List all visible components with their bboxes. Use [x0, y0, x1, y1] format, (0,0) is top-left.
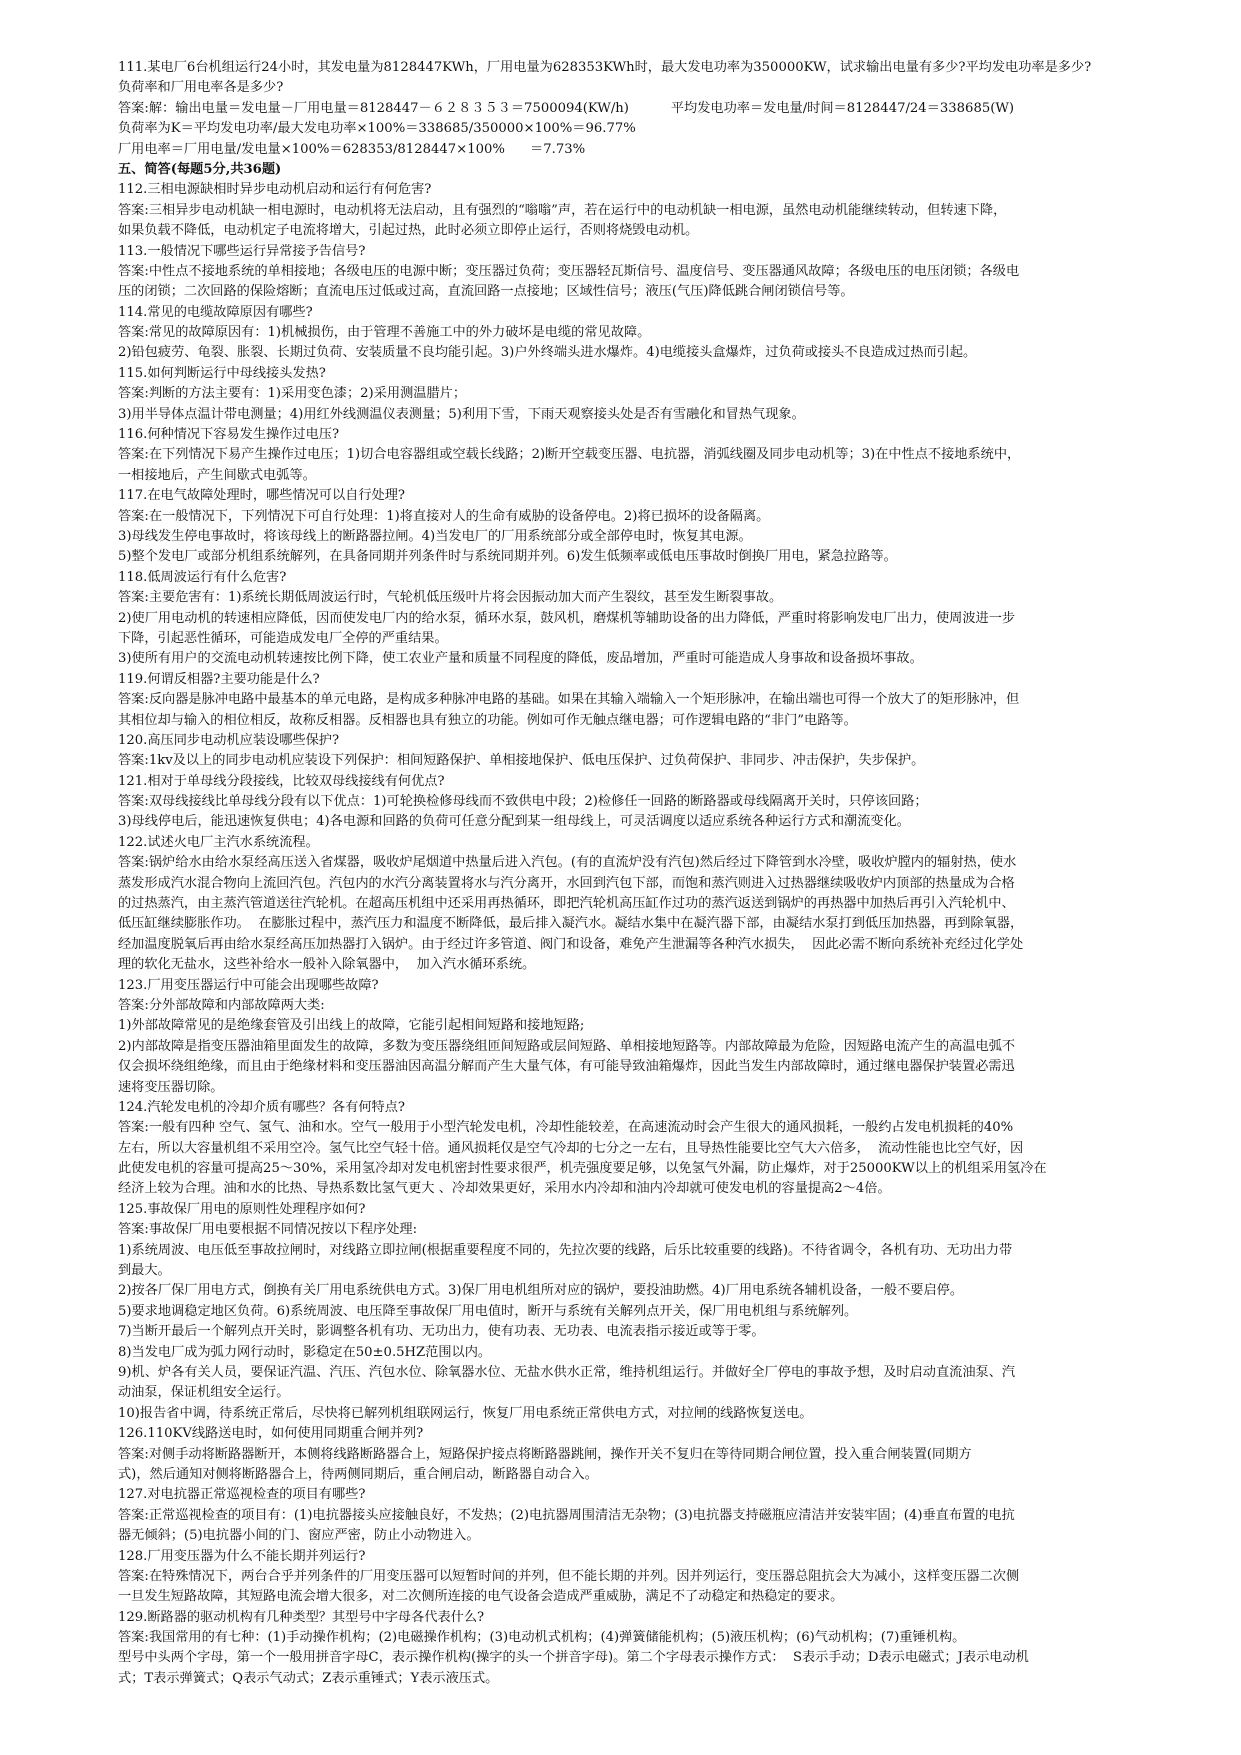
- document-page: [118, 58, 1178, 1689]
- text-line: 124.汽轮发电机的冷却介质有哪些？各有何特点?: [118, 1099, 405, 1115]
- text-line: 答案:解：输出电量＝发电量－厂用电量＝8128447－６２８３５３＝7500094(KW/h) 平均发电功率＝发电量/时间＝8128447/24＝338685(W): [118, 100, 1015, 116]
- section-heading: 五、简答(每题5分,共36题): [118, 161, 282, 177]
- text-line: 114.常见的电缆故障原因有哪些?: [118, 304, 313, 320]
- text-line: 答案:1kv及以上的同步电动机应装设下列保护：相间短路保护、单相接地保护、低电压保护、过负荷保护、非同步、冲击保护，失步保护。: [118, 753, 925, 769]
- text-line: 5)整个发电厂或部分机组系统解列，在具备同期并列条件时与系统同期并列。6)发生低频率或低电压事故时倒换厂用电，紧急拉路等。: [118, 549, 897, 565]
- text-line: 的过热蒸汽，由主蒸汽管道送往汽轮机。在超高压机组中还采用再热循环，即把汽轮机高压缸作过功的蒸汽返送到锅炉的再热器中加热后再引入汽轮机中、: [118, 896, 1015, 912]
- text-line: 答案:三相异步电动机缺一相电源时，电动机将无法启动，且有强烈的“嗡嗡”声，若在运行中的电动机缺一相电源，虽然电动机能继续转动，但转速下降，: [118, 202, 1007, 218]
- text-line: 速将变压器切除。: [118, 1079, 224, 1095]
- text-line: 129.断路器的驱动机构有几种类型？其型号中字母各代表什么?: [118, 1609, 485, 1625]
- text-line: 一相接地后，产生间歇式电弧等。: [118, 467, 316, 483]
- text-line: 厂用电率＝厂用电量/发电量×100%＝628353/8128447×100% ＝7.73%: [118, 141, 586, 157]
- text-line: 此使发电机的容量可提高25～30%，采用氢冷却对发电机密封性要求很严，机壳强度要足够，以免氢气外漏，防止爆炸，对于25000KW以上的机组采用氢冷在: [118, 1161, 1047, 1177]
- text-line: 器无倾斜；(5)电抗器小间的门、窗应严密，防止小动物进入。: [118, 1528, 480, 1544]
- text-line: 答案:对侧手动将断路器断开，本侧将线路断路器合上，短路保护接点将断路器跳闸，操作开关不复归在等待同期合闸位置，投入重合闸装置(同期方: [118, 1446, 972, 1462]
- text-line: 答案:事故保厂用电要根据不同情况按以下程序处理:: [118, 1222, 418, 1238]
- text-line: 118.低周波运行有什么危害?: [118, 569, 287, 585]
- text-line: 负荷率为K＝平均发电功率/最大发电功率×100%＝338685/350000×100%＝96.77%: [118, 121, 636, 137]
- text-line: 5)要求地调稳定地区负荷。6)系统周波、电压降至事故保厂用电值时，断开与系统有关解列点开关，保厂用电机组与系统解列。: [118, 1303, 858, 1319]
- text-line: 121.相对于单母线分段接线，比较双母线接线有何优点?: [118, 773, 445, 789]
- text-line: 111.某电厂6台机组运行24小时，其发电量为8128447KWh，厂用电量为628353KWh时，最大发电功率为350000KW，试求输出电量有多少?平均发电功率是多少?: [118, 60, 1092, 75]
- text-line: 120.高压同步电动机应装设哪些保护?: [118, 732, 340, 748]
- text-line: 112.三相电源缺相时异步电动机启动和运行有何危害?: [118, 182, 432, 198]
- text-line: 经加温度脱氧后再由给水泵经高压加热器打入锅炉。由于经过许多管道、阀门和设备，难免产生泄漏等各种汽水损失， 因此必需不断向系统补充经过化学处: [118, 936, 1024, 952]
- text-line: 答案:锅炉给水由给水泵经高压送入省煤器，吸收炉尾烟道中热量后进入汽包。(有的直流炉没有汽包)然后经过下降管到水冷壁，吸收炉膛内的辐射热，使水: [118, 855, 1017, 871]
- text-line: 2)内部故障是指变压器油箱里面发生的故障，多数为变压器绕组匝间短路或层间短路、单相接地短路等。内部故障最为危险，因短路电流产生的高温电弧不: [118, 1038, 1016, 1054]
- text-line: 理的软化无盐水，这些补给水一般补入除氧器中， 加入汽水循环系统。: [118, 957, 536, 973]
- text-line: 116.何种情况下容易发生操作过电压?: [118, 427, 340, 443]
- text-line: 低压缸继续膨胀作功。 在膨胀过程中，蒸汽压力和温度不断降低，最后排入凝汽水。凝结水集中在凝汽器下部，由凝结水泵打到低压加热器，再到除氧器，: [118, 916, 1024, 932]
- text-line: 式；T表示弹簧式；Q表示气动式；Z表示重锤式；Y表示液压式。: [118, 1670, 499, 1686]
- text-line: 压的闭锁；二次回路的保险熔断；直流电压过低或过高，直流回路一点接地；区域性信号；液压(气压)降低跳合闸闭锁信号等。: [118, 284, 854, 300]
- text-line: 8)当发电厂成为弧力网行动时，影稳定在50±0.5HZ范围以内。: [118, 1344, 492, 1360]
- text-line: 123.厂用变压器运行中可能会出现哪些故障?: [118, 977, 379, 993]
- text-line: 119.何谓反相器?主要功能是什么?: [118, 671, 320, 687]
- text-line: 10)报告省中调，待系统正常后，尽快将已解列机组联网运行，恢复厂用电系统正常供电方式，对拉闸的线路恢复送电。: [118, 1405, 813, 1421]
- text-line: 122.试述火电厂主汽水系统流程。: [118, 834, 319, 850]
- text-line: 答案:主要危害有：1)系统长期低周波运行时，气轮机低压级叶片将会因振动加大而产生裂纹，甚至发生断裂事故。: [118, 590, 783, 606]
- text-line: 下降，引起恶性循环，可能造成发电厂全停的严重结果。: [118, 630, 448, 646]
- text-line: 型号中头两个字母，第一个一般用拼音字母C，表示操作机构(操字的头一个拼音字母)。第二个字母表示操作方式： S表示手动；D表示电磁式；J表示电动机: [118, 1650, 1029, 1666]
- text-line: 答案:在特殊情况下，两台合乎并列条件的厂用变压器可以短暂时间的并列，但不能长期的并列。因并列运行，变压器总阻抗会大为减小，这样变压器二次侧: [118, 1568, 1020, 1584]
- text-line: 式)，然后通知对侧将断路器合上，待两侧同期后，重合闸启动，断路器自动合入。: [118, 1466, 598, 1482]
- text-line: 一旦发生短路故障，其短路电流会增大很多，对二次侧所连接的电气设备会造成严重威胁，满足不了动稳定和热稳定的要求。: [118, 1589, 844, 1605]
- text-line: 117.在电气故障处理时，哪些情况可以自行处理?: [118, 488, 405, 504]
- text-line: 答案:常见的故障原因有：1)机械损伤，由于管理不善施工中的外力破坏是电缆的常见故障。: [118, 325, 651, 341]
- text-line: 125.事故保厂用电的原则性处理程序如何?: [118, 1201, 366, 1217]
- text-line: 答案:在下列情况下易产生操作过电压；1)切合电容器组或空载长线路；2)断开空载变压器、电抗器，消弧线圈及同步电动机等；3)在中性点不接地系统中，: [118, 447, 1021, 463]
- text-line: 1)外部故障常见的是绝缘套管及引出线上的故障，它能引起相间短路和接地短路;: [118, 1018, 585, 1034]
- text-line: 3)母线停电后，能迅速恢复供电；4)各电源和回路的负荷可任意分配到某一组母线上，可灵活调度以适应系统各种运行方式和潮流变化。: [118, 814, 910, 830]
- text-line: 2)使厂用电动机的转速相应降低，因而使发电厂内的给水泵，循环水泵，鼓风机，磨煤机等辅助设备的出力降低，严重时将影响发电厂出力，使周波进一步: [118, 610, 1016, 626]
- text-line: 经济上较为合理。油和水的比热、导热系数比氢气更大 、冷却效果更好，采用水内冷却和油内冷却就可使发电机的容量提高2～4倍。: [118, 1181, 891, 1197]
- text-line: 128.厂用变压器为什么不能长期并列运行?: [118, 1548, 366, 1564]
- text-line: 答案:我国常用的有七种：(1)手动操作机构；(2)电磁操作机构；(3)电动机式机构；(4)弹簧储能机构；(5)液压机构；(6)气动机构；(7)重锤机构。: [118, 1630, 966, 1646]
- text-line: 7)当断开最后一个解列点开关时，影调整各机有功、无功出力，使有功表、无功表、电流表指示接近或等于零。: [118, 1324, 765, 1340]
- text-line: 答案:在一般情况下，下列情况下可自行处理：1)将直接对人的生命有威胁的设备停电。2)将已损坏的设备隔离。: [118, 508, 770, 524]
- text-line: 答案:中性点不接地系统的单相接地；各级电压的电源中断；变压器过负荷；变压器轻瓦斯信号、温度信号、变压器通风故障；各级电压的电压闭锁；各级电: [118, 263, 1020, 279]
- text-line: 答案:判断的方法主要有：1)采用变色漆；2)采用测温腊片；: [118, 386, 467, 402]
- text-line: 2)按各厂保厂用电方式，倒换有关厂用电系统供电方式。3)保厂用电机组所对应的锅炉，要投油助燃。4)厂用电系统各辅机设备，一般不要启停。: [118, 1283, 964, 1299]
- text-line: 蒸发形成汽水混合物向上流回汽包。汽包内的水汽分离装置将水与汽分离开，水回到汽包下部，而饱和蒸汽则进入过热器继续吸收炉内顶部的热量成为合格: [118, 875, 1015, 891]
- text-line: 动油泵，保证机组安全运行。: [118, 1385, 290, 1401]
- text-line: 负荷率和厂用电率各是多少?: [118, 80, 284, 96]
- text-line: 答案:正常巡视检查的项目有：(1)电抗器接头应接触良好，不发热；(2)电抗器周围清洁无杂物；(3)电抗器支持磁瓶应清洁并安装牢固；(4)垂直布置的电抗: [118, 1507, 1015, 1523]
- text-line: 113.一般情况下哪些运行异常接予告信号?: [118, 243, 366, 259]
- text-line: 127.对电抗器正常巡视检查的项目有哪些?: [118, 1487, 366, 1503]
- text-line: 答案:反向器是脉冲电路中最基本的单元电路，是构成多种脉冲电路的基础。如果在其输入端输入一个矩形脉冲，在输出端也可得一个放大了的矩形脉冲，但: [118, 692, 1020, 708]
- text-line: 1)系统周波、电压低至事故拉闸时，对线路立即拉闸(根据重要程度不同的，先拉次要的线路，后乐比较重要的线路)。不待省调令，各机有功、无功出力带: [118, 1242, 1013, 1258]
- text-line: 其相位却与输入的相位相反，故称反相器。反相器也具有独立的功能。例如可作无触点继电器；可作逻辑电路的“非门”电路等。: [118, 712, 857, 728]
- text-line: 如果负载不降低，电动机定子电流将增大，引起过热，此时必须立即停止运行，否则将烧毁电动机。: [118, 223, 699, 239]
- text-line: 3)用半导体点温计带电测量；4)用红外线测温仪表测量；5)利用下雪，下雨天观察接头处是否有雪融化和冒热气现象。: [118, 406, 805, 422]
- text-line: 2)铅包疲劳、龟裂、胀裂、长期过负荷、安装质量不良均能引起。3)户外终端头进水爆炸。4)电缆接头盒爆炸，过负荷或接头不良造成过热而引起。: [118, 345, 977, 361]
- text-line: 答案:双母线接线比单母线分段有以下优点：1)可轮换检修母线而不致供电中段；2)检修任一回路的断路器或母线隔离开关时，只停该回路；: [118, 794, 928, 810]
- text-line: 3)母线发生停电事故时，将该母线上的断路器拉闸。4)当发电厂的厂用系统部分或全部停电时，恢复其电源。: [118, 528, 752, 544]
- text-line: 左右，所以大容量机组不采用空冷。氢气比空气轻十倍。通风损耗仅是空气冷却的七分之一左右，且导热性能要比空气大六倍多， 流动性能也比空气好，因: [118, 1140, 1024, 1156]
- text-line: 仅会损坏绕组绝缘，而且由于绝缘材料和变压器油因高温分解而产生大量气体，有可能导致油箱爆炸，因此当发生内部故障时，通过继电器保护装置必需迅: [118, 1059, 1015, 1075]
- text-line: 答案:一般有四种 空气、氢气、油和水。空气一般用于小型汽轮发电机，冷却性能较差，在高速流动时会产生很大的通风损耗，一般约占发电机损耗的40%: [118, 1120, 1014, 1136]
- text-line: 3)使所有用户的交流电动机转速按比例下降，使工农业产量和质量不同程度的降低，废品增加，严重时可能造成人身事故和设备损坏事故。: [118, 651, 923, 667]
- text-line: 126.110KV线路送电时，如何使用同期重合闸并列?: [118, 1426, 424, 1442]
- text-line: 115.如何判断运行中母线接头发热?: [118, 365, 326, 381]
- text-line: 到最大。: [118, 1263, 171, 1279]
- text-line: 9)机、炉各有关人员，要保证汽温、汽压、汽包水位、除氧器水位、无盐水供水正常，维持机组运行。并做好全厂停电的事故予想，及时启动直流油泵、汽: [118, 1365, 1016, 1380]
- text-line: 答案:分外部故障和内部故障两大类:: [118, 997, 325, 1013]
